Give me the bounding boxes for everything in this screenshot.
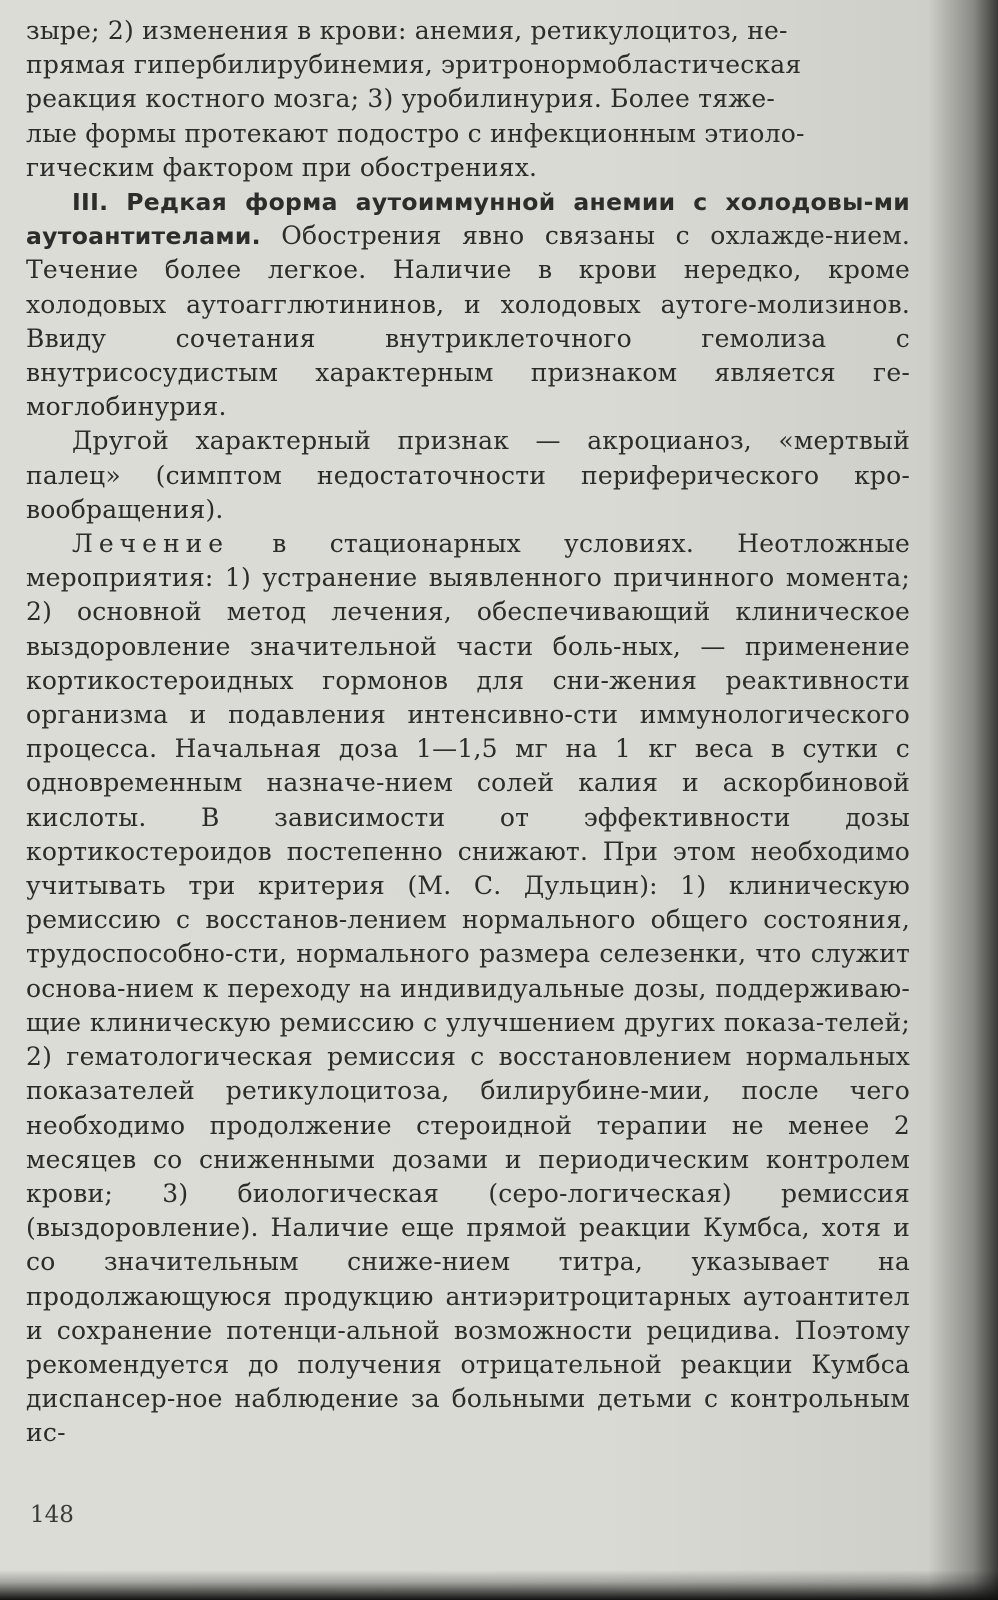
text-line: гическим фактором при обострениях. <box>26 152 538 182</box>
page-number: 148 <box>30 1502 74 1528</box>
paragraph-acrocyanosis <box>26 424 910 527</box>
section-heading: III. Редкая форма аутоиммунной анемии с холодовы-ми аутоантителами. <box>26 188 910 251</box>
text-line: лые формы протекают подостро с инфекционным этиоло- <box>26 118 805 148</box>
body-text <box>26 14 910 1451</box>
text-line: реакция костного мозга; 3) уробилинурия. Более тяже- <box>26 84 776 114</box>
text-line: прямая гипербилирубинемия, эритронормобластическая <box>26 50 802 80</box>
paragraph-rare-form <box>26 185 910 424</box>
treatment-label: Лечение <box>72 529 230 559</box>
paragraph-text: Другой характерный признак — акроцианоз, «мертвый палец» (симптом недостаточности периферического кро-вообращения). <box>26 426 910 524</box>
text-line: зыре; 2) изменения в крови: анемия, ретикулоцитоз, не- <box>26 16 788 45</box>
paragraph-text: в стационарных условиях. Неотложные мероприятия: 1) устранение выявленного причинного момента; 2) основной метод лечения, обеспечивающий клиническое выздоровление значительной части боль-ных, — применение кортикостероидных гормонов для сни-жения реактивности организма и подавления интенсивно-сти иммунологического процесса. Начальная доза 1—1,5 мг на 1 кг веса в сутки с одновременным назначе-нием солей калия и аскорбиновой кислоты. В зависимости от эффективности дозы кортикостероидов постепенно снижают. При этом необходимо учитывать три критерия (М. С. Дульцин): 1) клиническую ремиссию с восстанов-лением нормального общего состояния, трудоспособно-сти, нормального размера селезенки, что служит основа-нием к переходу на индивидуальные дозы, поддерживаю-щие клиническую ремиссию с улучшением других показа-телей; 2) гематологическая ремиссия с восстановлением нормальных показателей ретикулоцитоза, билирубине-мии, после чего необходимо продолжение стероидной терапии не менее 2 месяцев со сниженными дозами и периодическим контролем крови; 3) биологическая (серо-логическая) ремиссия (выздоровление). Наличие еще прямой реакции Кумбса, хотя и со значительным сниже-нием титра, указывает на продолжающуюся продукцию антиэритроцитарных аутоантител и сохранение потенци-альной возможности рецидива. Поэтому рекомендуется до получения отрицательной реакции Кумбса диспансер-ное наблюдение за больными детьми с контрольным ис- <box>26 529 910 1448</box>
paragraph-continuation <box>26 14 910 185</box>
paragraph-treatment <box>26 527 910 1450</box>
page-bottom-shadow <box>0 1570 998 1600</box>
paragraph-text: Обострения явно связаны с охлажде-нием. Течение более легкое. Наличие в крови нередко, кроме холодовых аутоагглютининов, и холодовых аутоге-молизинов. Ввиду сочетания внутриклеточного гемолиза с внутрисосудистым характерным признаком является ге-моглобинурия. <box>26 221 910 422</box>
